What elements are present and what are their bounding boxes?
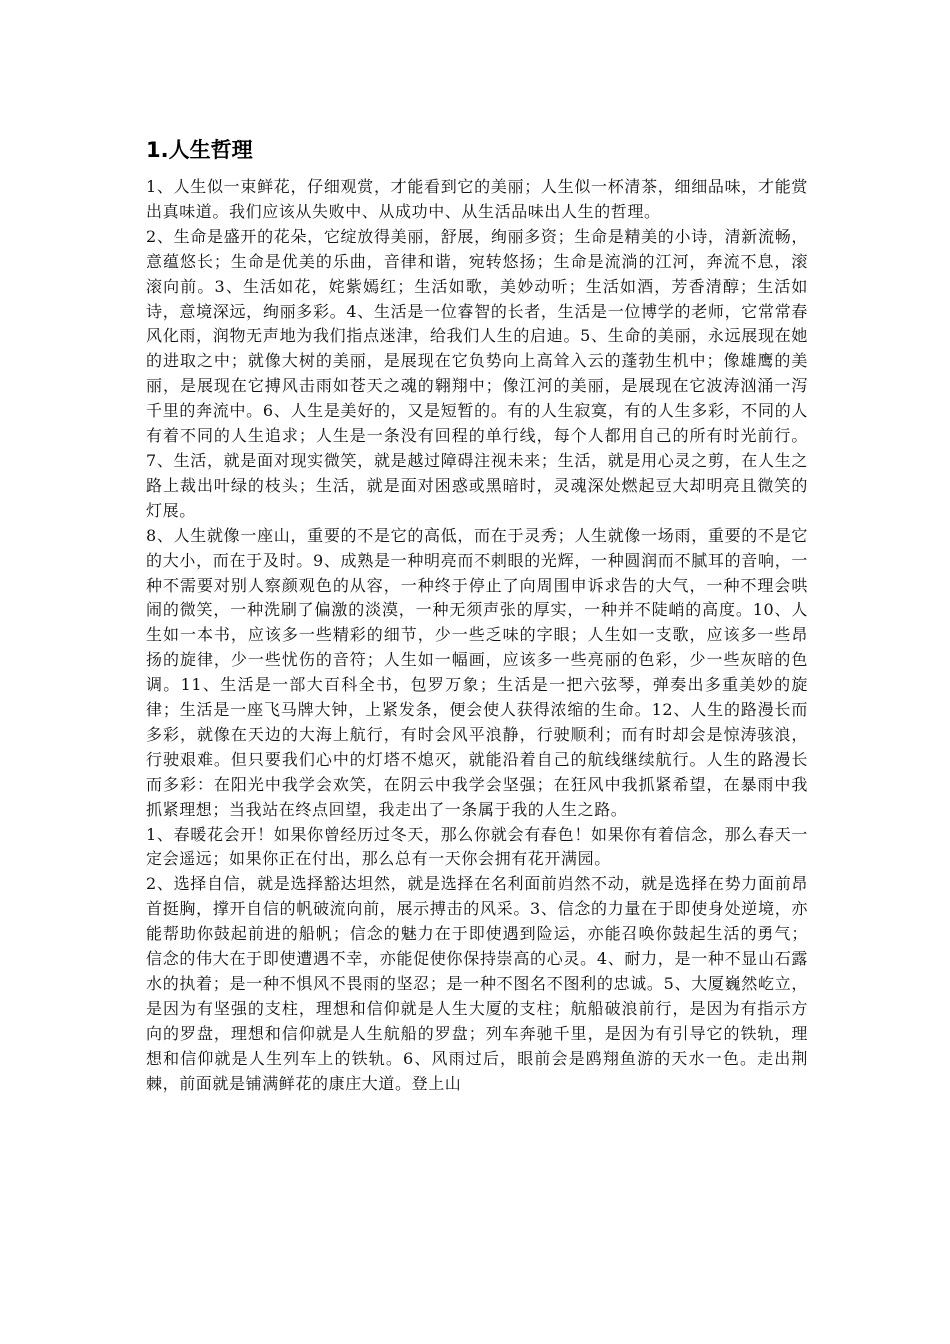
paragraph: 8、人生就像一座山，重要的不是它的高低，而在于灵秀；人生就像一场雨，重要的不是它的大小，而在于及时。9、成熟是一种明亮而不刺眼的光辉，一种圆润而不腻耳的音响，一种不需要对别人察颜观色的从容，一种终于停止了向周围申诉求告的大气，一种不理会哄闹的微笑，一种洗刷了偏激的淡漠，一种无须声张的厚实，一种并不陡峭的高度。10、人生如一本书，应该多一些精彩的细节，少一些乏味的字眼；人生如一支歌，应该多一些昂扬的旋律，少一些忧伤的音符；人生如一幅画，应该多一些亮丽的色彩，少一些灰暗的色调。11、生活是一部大百科全书，包罗万象；生活是一把六弦琴，弹奏出多重美妙的旋律；生活是一座飞马牌大钟，上紧发条，便会使人获得浓缩的生命。12、人生的路漫长而多彩，就像在天边的大海上航行，有时会风平浪静，行驶顺利；而有时却会是惊涛骇浪，行驶艰难。但只要我们心中的灯塔不熄灭，就能沿着自己的航线继续航行。人生的路漫长而多彩：在阳光中我学会欢笑，在阴云中我学会坚强；在狂风中我抓紧希望，在暴雨中我抓紧理想；当我站在终点回望，我走出了一条属于我的人生之路。 <box>146 525 808 819</box>
paragraph: 2、生命是盛开的花朵，它绽放得美丽，舒展，绚丽多资；生命是精美的小诗，清新流畅，意蕴悠长；生命是优美的乐曲，音律和谐，宛转悠扬；生命是流淌的江河，奔流不息，滚滚向前。3、生活如花，姹紫嫣红；生活如歌，美妙动听；生活如酒，芳香清醇；生活如诗，意境深远，绚丽多彩。4、生活是一位睿智的长者，生活是一位博学的老师，它常常春风化雨，润物无声地为我们指点迷津，给我们人生的启迪。5、生命的美丽，永远展现在她的进取之中；就像大树的美丽，是展现在它负势向上高耸入云的蓬勃生机中；像雄鹰的美丽，是展现在它搏风击雨如苍天之魂的翱翔中；像江河的美丽，是展现在它波涛汹涌一泻千里的奔流中。6、人生是美好的，又是短暂的。有的人生寂寞，有的人生多彩，不同的人有着不同的人生追求；人生是一条没有回程的单行线，每个人都用自己的所有时光前行。7、生活，就是面对现实微笑，就是越过障碍注视未来；生活，就是用心灵之剪，在人生之路上裁出叶绿的枝头；生活，就是面对困惑或黑暗时，灵魂深处燃起豆大却明亮且微笑的灯展。 <box>146 226 808 520</box>
paragraph: 1、春暖花会开！如果你曾经历过冬天，那么你就会有春色！如果你有着信念，那么春天一定会遥远；如果你正在付出，那么总有一天你会拥有花开满园。 <box>146 824 808 869</box>
paragraph: 1、人生似一束鲜花，仔细观赏，才能看到它的美丽；人生似一杯清茶，细细品味，才能赏出真味道。我们应该从失败中、从成功中、从生活品味出人生的哲理。 <box>146 177 808 221</box>
document-body <box>146 175 808 1097</box>
paragraph: 2、选择自信，就是选择豁达坦然，就是选择在名利面前岿然不动，就是选择在势力面前昂首挺胸，撑开自信的帆破流向前，展示搏击的风采。3、信念的力量在于即使身处逆境，亦能帮助你鼓起前进的船帆；信念的魅力在于即使遇到险运，亦能召唤你鼓起生活的勇气；信念的伟大在于即使遭遇不幸，亦能促使你保持崇高的心灵。4、耐力，是一种不显山石露水的执着；是一种不惧风不畏雨的坚忍；是一种不图名不图利的忠诚。5、大厦巍然屹立，是因为有坚强的支柱，理想和信仰就是人生大厦的支柱；航船破浪前行，是因为有指示方向的罗盘，理想和信仰就是人生航船的罗盘；列车奔驰千里，是因为有引导它的铁轨，理想和信仰就是人生列车上的铁轨。6、风雨过后，眼前会是鸥翔鱼游的天水一色。走出荆棘，前面就是铺满鲜花的康庄大道。登上山 <box>146 874 808 1093</box>
document-title: 1.人生哲理 <box>146 138 253 162</box>
